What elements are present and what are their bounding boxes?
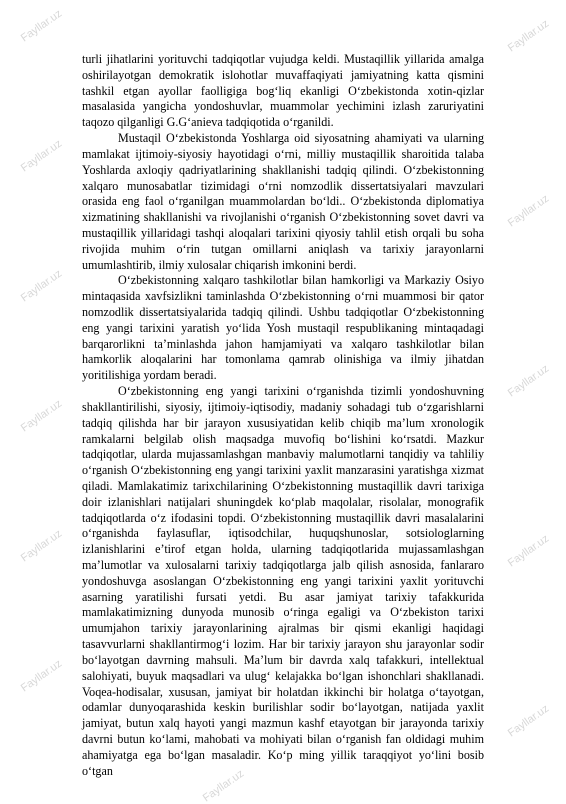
paragraph-modern-history: O‘zbekistonning eng yangi tarixini o‘rganishda tizimli yondoshuvning shakllantirilishi, siyosiy, ijtimoiy-iqtisodiy, madaniy sohadagi tub o‘zgarishlarni tadqiq qilishda har bir jarayon xususiyatidan kelib chiqib ma’lum xronologik ramkalarni belgilab olish maqsadga muvofiq bo‘lishini ko‘rsatdi. Mazkur tadqiqotlar, ularda mujassamlashgan manbaviy malumotlarni tanqidiy va tahliliy o‘rganish O‘zbekistonning eng yangi tarixini yaxlit manzarasini yaratishga xizmat qiladi. Mamlakatimiz tarixchilarining O‘zbekistonning mustaqillik davri tarixiga doir izlanishlari natijalari shuningdek ko‘plab maqolalar, risolalar, monografik tadqiqotlarda o‘z ifodasini topdi. O‘zbekistonning mustaqillik davri masalalarini o‘rganishda faylasuflar, iqtisodchilar, huquqshunoslar, sotsiologlarning izlanishlarini e’tirof etgan holda, ularning tadqiqotlarida mujassamlashgan ma’lumotlar va xulosalarni tarixiy tadqiqotlarga jalb qilish asnosida, fanlararo yondoshuvga asoslangan O‘zbekistonning eng yangi tarixini yaxlit yorituvchi asarning yaratilishi fursati yetdi. Bu asar jamiyat tarixiy tafakkurida mamlakatimizning dunyoda munosib o‘ringa egaligi va O‘zbekiston tarixi umumjahon tarixiy jarayonlarining ajralmas bir qismi ekanligi haqidagi tasavvurlarni shakllantirmog‘i lozim. Har bir tarixiy jarayon shu jarayonlar sodir bo‘layotgan davrning mahsuli. Ma’lum bir davrda xalq tafakkuri, intellektual salohiyati, buyuk maqsadlari va ulug‘ kelajakka bo‘lgan ishonchlari shakllanadi. Voqea-hodisalar, xususan, jamiyat bir holatdan ikkinchi bir holatga o‘tayotgan, odamlar dunyoqarashida keskin burilishlar sodir bo‘layotgan, natijada yaxlit jamiyat, butun xalq hayoti yangi mazmun kashf etayotgan bir jarayonda tarixiy davrni butun ko‘lami, mahobati va mohiyati bilan o‘rganish fan oldidagi muhim ahamiyatga ega bo‘lgan masaladir. Ko‘p ming yillik taraqqiyot yo‘lini bosib o‘tgan <box>82 384 484 778</box>
watermark-text: Fayllar.uz <box>505 192 552 230</box>
document-body <box>82 52 484 779</box>
paragraph-continued: turli jihatlarini yorituvchi tadqiqotlar vujudga keldi. Mustaqillik yillarida amalga oshirilayotgan demokratik islohotlar muvaffaqiyati jamiyatning katta qismini tashkil etgan ayollar faolligiga bog‘liq ekanligi O‘zbekistonda xotin-qizlar masalasida yangicha yondoshuvlar, muammolar yechimini izlash zaruriyatini taqozo qilganligi G.G‘anieva tadqiqotida o‘rganildi. <box>82 52 484 130</box>
watermark-text: Fayllar.uz <box>18 657 65 695</box>
paragraph-youth-policy: Mustaqil O‘zbekistonda Yoshlarga oid siyosatning ahamiyati va ularning mamlakat ijtimoiy-siyosiy hayotidagi o‘rni, milliy mustaqillik sharoitida talaba Yoshlarda axloqiy qadriyatlarining shakllanishi tadqiq qilindi. O‘zbekistonning xalqaro munosabatlar tizimidagi o‘rni nomzodlik dissertatsiyalari mavzulari orasida eng faol o‘rganilgan muammolardan bo‘ldi.. O‘zbekistonda diplomatiya xizmatining shakllanishi va rivojlanishi o‘rganish O‘zbekistonning sovet davri va mustaqillik yillaridagi tashqi aloqalari tarixini qiyosiy tahlil etish orqali bu soha rivojida muhim o‘rin tutgan omillarni aniqlash va tarixiy jarayonlarni umumlashtirib, ilmiy xulosalar chiqarish imkonini berdi. <box>82 131 484 272</box>
watermark-text: Fayllar.uz <box>505 362 552 400</box>
watermark-text: Fayllar.uz <box>505 532 552 570</box>
watermark-text: Fayllar.uz <box>18 527 65 565</box>
watermark-text: Fayllar.uz <box>505 17 552 55</box>
watermark-text: Fayllar.uz <box>18 397 65 435</box>
watermark-text: Fayllar.uz <box>18 267 65 305</box>
watermark-text: Fayllar.uz <box>18 7 65 45</box>
watermark-text: Fayllar.uz <box>505 702 552 740</box>
watermark-text: Fayllar.uz <box>18 137 65 175</box>
paragraph-international-cooperation: O‘zbekistonning xalqaro tashkilotlar bilan hamkorligi va Markaziy Osiyo mintaqasida xavfsizlikni taminlashda O‘zbekistonning o‘rni muammosi bir qator nomzodlik dissertatsiyalarida tadqiq qilindi. Ushbu tadqiqotlar O‘zbekistonning eng yangi tarixini yaratish yo‘lida Yosh mustaqil respublikaning mintaqadagi barqarorlikni ta’minlashda jahon hamjamiyati va xalqaro tashkilotlar bilan hamkorlik aloqalarini har tomonlama qamrab olinishiga va ilmiy jihatdan yoritilishiga yordam beradi. <box>82 273 484 383</box>
watermark-text: Fayllar.uz <box>200 767 247 804</box>
